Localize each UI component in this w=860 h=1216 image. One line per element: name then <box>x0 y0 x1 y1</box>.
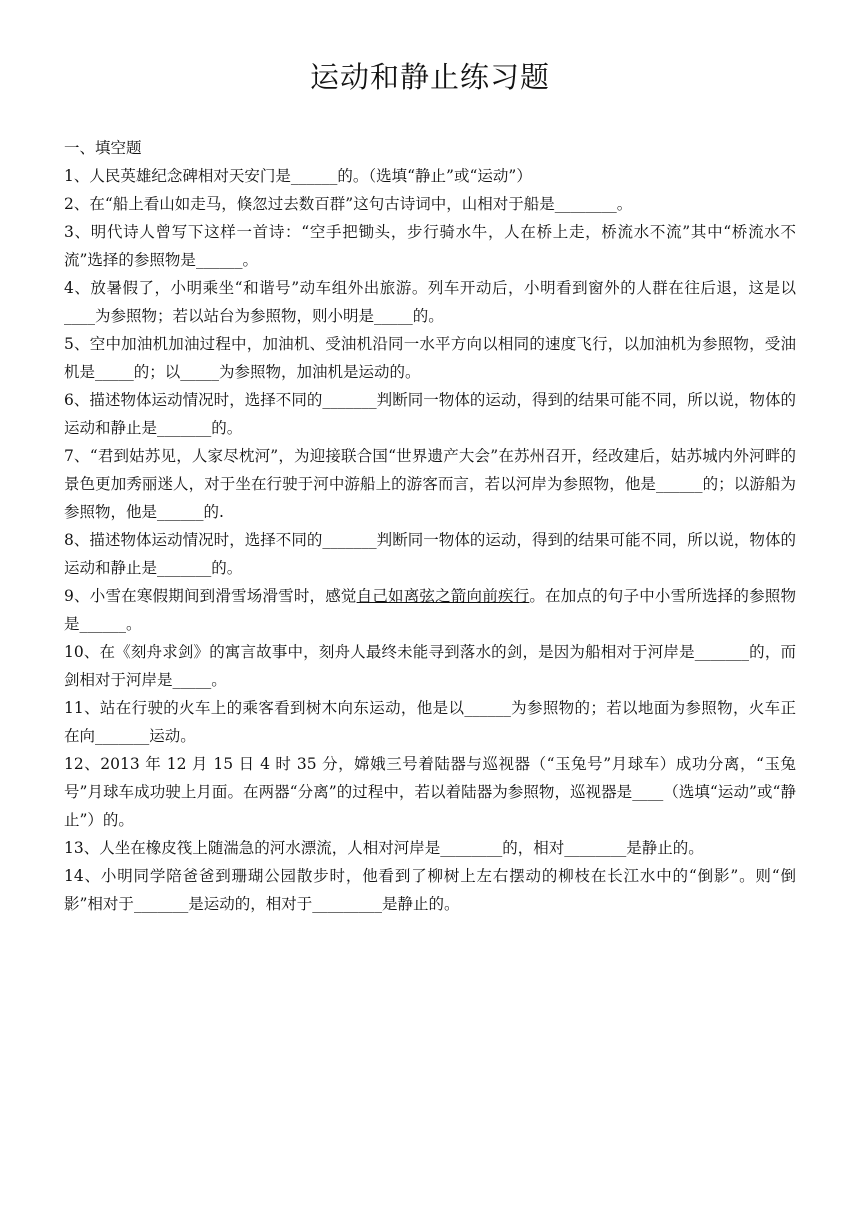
question-text: 1、人民英雄纪念碑相对天安门是 <box>64 167 291 185</box>
question-3 <box>64 218 796 274</box>
answer-blank: _____ <box>374 307 413 325</box>
answer-blank: _______ <box>95 727 150 745</box>
answer-blank: ______ <box>79 615 127 633</box>
answer-blank: ________ <box>564 839 627 857</box>
question-text: 的。 <box>211 559 243 577</box>
question-2 <box>64 190 796 218</box>
underlined-phrase: 自己如离弦之箭向前疾行 <box>356 587 530 605</box>
question-text: 12、2013 年 12 月 15 日 4 时 35 分，嫦娥三号着陆器与巡视器（“玉兔号”月球车）成功分离，“玉兔号”月球车成功驶上月面。在两器“分离”的过程中，若以着陆器为参照物，巡视器是 <box>64 755 796 801</box>
answer-blank: _____ <box>95 363 134 381</box>
question-text: 的，相对 <box>502 839 565 857</box>
question-10 <box>64 638 796 694</box>
question-text: 5、空中加油机加油过程中，加油机、受油机沿同一水平方向以相同的速度飞行，以加油机为参照物，受油机是 <box>64 335 796 381</box>
answer-blank: _______ <box>133 895 189 913</box>
question-text: 10、在《刻舟求剑》的寓言故事中，刻舟人最终未能寻到落水的剑，是因为船相对于河岸是 <box>64 643 695 661</box>
question-text: 6、描述物体运动情况时，选择不同的 <box>64 391 323 409</box>
answer-blank: _______ <box>322 531 377 549</box>
question-text: 。 <box>242 251 258 269</box>
question-text: （选填“运动”或“静止”）的。 <box>64 783 796 829</box>
question-7 <box>64 442 796 526</box>
answer-blank: ____ <box>632 783 664 801</box>
answer-blank: _______ <box>157 559 212 577</box>
question-text: 判断同一物体的运动，得到的结果可能不同，所以说，物体的运动和静止是 <box>64 531 796 577</box>
question-text: 是静止的。 <box>626 839 704 857</box>
answer-blank: ______ <box>195 251 243 269</box>
question-12 <box>64 750 796 834</box>
question-text: 4、放暑假了，小明乘坐“和谐号”动车组外出旅游。列车开动后，小明看到窗外的人群在往后退，这是以 <box>64 279 796 297</box>
question-text: 2、在“船上看山如走马，倏忽过去数百群”这句古诗词中，山相对于船是 <box>64 195 555 213</box>
answer-blank: _____ <box>180 363 220 381</box>
question-1 <box>64 162 796 190</box>
question-4 <box>64 274 796 330</box>
section-heading: 一、填空题 <box>64 139 142 157</box>
question-text: 的. <box>203 503 224 521</box>
answer-blank: ______ <box>656 475 703 493</box>
answer-blank: ______ <box>157 503 204 521</box>
question-text: 11、站在行驶的火车上的乘客看到树木向东运动，他是以 <box>64 699 465 717</box>
question-8 <box>64 526 796 582</box>
question-text: 13、人坐在橡皮筏上随湍急的河水漂流，人相对河岸是 <box>64 839 441 857</box>
worksheet-content <box>64 134 796 918</box>
question-text: 为参照物的；若以地面为参照物，火车正在向 <box>64 699 796 745</box>
question-text: 9、小雪在寒假期间到滑雪场滑雪时，感觉 <box>64 587 357 605</box>
question-text: 。 <box>211 671 227 689</box>
question-9 <box>64 582 796 638</box>
question-13 <box>64 834 796 862</box>
question-14 <box>64 862 796 918</box>
question-text: 。在加点的句子中小雪所选择的参照物是 <box>64 587 796 633</box>
answer-blank: _______ <box>157 419 212 437</box>
answer-blank: ______ <box>290 167 338 185</box>
answer-blank: ________ <box>440 839 503 857</box>
question-text: 是静止的。 <box>381 895 460 913</box>
answer-blank: ____ <box>64 307 95 325</box>
answer-blank: ________ <box>554 195 617 213</box>
answer-blank: _______ <box>694 643 749 661</box>
question-text: 8、描述物体运动情况时，选择不同的 <box>64 531 323 549</box>
page-title: 运动和静止练习题 <box>309 60 550 94</box>
answer-blank: _______ <box>322 391 377 409</box>
question-text: 是运动的，相对于 <box>188 895 313 913</box>
question-text: 14、小明同学陪爸爸到珊瑚公园散步时，他看到了柳树上左右摆动的柳枝在长江水中的“倒影”。则“倒影”相对于 <box>64 867 796 913</box>
question-text: 3、明代诗人曾写下这样一首诗：“空手把锄头，步行骑水牛，人在桥上走，桥流水不流”其中“桥流水不流”选择的参照物是 <box>64 223 796 269</box>
question-text: 。 <box>126 615 142 633</box>
question-text: 。 <box>616 195 633 213</box>
question-text: 7、“君到姑苏见，人家尽枕河”，为迎接联合国“世界遗产大会”在苏州召开，经改建后，姑苏城内外河畔的景色更加秀丽迷人，对于坐在行驶于河中游船上的游客而言，若以河岸为参照物，他是 <box>64 447 796 493</box>
answer-blank: _________ <box>312 895 382 913</box>
question-text: 的。 <box>412 307 444 325</box>
question-text: 的，而剑相对于河岸是 <box>64 643 796 689</box>
question-text: 判断同一物体的运动，得到的结果可能不同，所以说，物体的运动和静止是 <box>64 391 796 437</box>
answer-blank: ______ <box>464 699 511 717</box>
question-text: 为参照物，加油机是运动的。 <box>219 363 421 381</box>
question-text: 运动。 <box>149 727 196 745</box>
question-text: 的；以游船为参照物，他是 <box>64 475 796 521</box>
question-11 <box>64 694 796 750</box>
question-5 <box>64 330 796 386</box>
question-6 <box>64 386 796 442</box>
answer-blank: _____ <box>172 671 212 689</box>
question-text: 的。（选填“静止”或“运动”） <box>337 167 532 185</box>
question-text: 的。 <box>211 419 243 437</box>
question-text: 的；以 <box>133 363 181 381</box>
question-text: 为参照物；若以站台为参照物，则小明是 <box>95 307 375 325</box>
